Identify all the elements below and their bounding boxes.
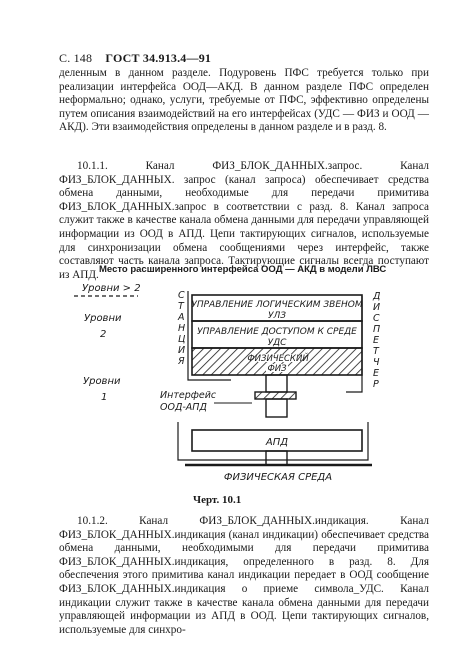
interface-plate xyxy=(255,392,296,399)
svg-text:Е: Е xyxy=(373,368,380,379)
box-phy-label: ФИЗИЧЕСКИЙ xyxy=(247,354,309,364)
box-mac-label: УПРАВЛЕНИЕ ДОСТУПОМ К СРЕДЕ xyxy=(197,327,357,337)
label-level-2: 2 xyxy=(100,329,107,340)
svg-text:П: П xyxy=(373,324,381,335)
paragraph-1-text: деленным в данном разделе. Подуровень ПФС требуется только при реализации интерфейса ООД—АКД. В данном разделе ПФС определен неформально; однако, услуги, требуемые от ПФС, эффективно определены путем описания взаимодействий на его интерфейсах (УДС — ФИЗ и ООД — АКД). Эти взаимодействия определены в данном разделе и в разд. 8. xyxy=(59,67,429,134)
svg-text:Т: Т xyxy=(178,301,184,312)
paragraph-2-text: 10.1.1. Канал ФИЗ_БЛОК_ДАННЫХ.запрос. Канал ФИЗ_БЛОК_ДАННЫХ. запрос (канал запроса) обеспечивает средства обмена данными, необходимые для передачи примитива ФИЗ_БЛОК_ДАННЫХ.запрос в соответствии с разд. 8. Канал запроса служит также в качестве канала обмена данными для передачи управляющей информации из ООД в АПД. Цепи тактирующих сигналов, используемые для синхронизации обмена сообщениями через интерфейс, также составляют часть канала запроса. Тактирующие сигналы всегда поступают из АПД. xyxy=(59,160,429,281)
label-interface-dte-dce: ООД-АПД xyxy=(160,402,207,413)
paragraph-3-text: 10.1.2. Канал ФИЗ_БЛОК_ДАННЫХ.индикация. Канал ФИЗ_БЛОК_ДАННЫХ.индикация (канал индикации) обеспечивает средства обмена данными, необходимыми для передачи примитива ФИЗ_БЛОК_ДАННЫХ.индикация, определенного в разд. 8. Для обеспечения этого примитива канал индикации передает в ООД сообщение ФИЗ_БЛОК_ДАННЫХ.индикация о приеме символа_УДС. Канал индикации служит также в качестве канала обмена данными для передачи управляющей информации из АПД в ООД. Цепи тактирующих сигналов, используемые для синхро- xyxy=(59,515,429,636)
page-header xyxy=(59,51,211,66)
medium-label: ФИЗИЧЕСКАЯ СРЕДА xyxy=(223,472,333,483)
page-number: С. 148 xyxy=(59,51,93,65)
label-level-1: 1 xyxy=(101,392,108,403)
box-phy-abbr: ФИЗ xyxy=(267,364,287,374)
dispatcher-letters xyxy=(372,291,380,390)
svg-text:Д: Д xyxy=(373,291,381,302)
label-levels-lower: Уровни xyxy=(83,376,121,387)
paragraph-intro xyxy=(59,67,429,135)
svg-text:С: С xyxy=(373,313,380,324)
svg-text:Р: Р xyxy=(373,379,379,390)
label-levels: Уровни xyxy=(84,313,122,324)
svg-text:Т: Т xyxy=(373,346,379,357)
connector-medium xyxy=(266,451,287,465)
box-mac-abbr: УДС xyxy=(267,338,287,348)
svg-text:Я: Я xyxy=(178,356,185,367)
standard-code: ГОСТ 34.913.4—91 xyxy=(105,51,212,65)
svg-text:Ч: Ч xyxy=(373,357,380,368)
svg-text:Н: Н xyxy=(178,323,186,334)
figure-caption: Черт. 10.1 xyxy=(193,494,242,506)
label-levels-gt2: Уровни > 2 xyxy=(82,283,141,294)
label-interface: Интерфейс xyxy=(160,390,217,401)
svg-text:И: И xyxy=(373,302,381,313)
station-letters xyxy=(177,290,186,367)
box-llc-abbr: УЛЗ xyxy=(267,311,287,321)
dispatcher-bracket xyxy=(346,296,362,392)
svg-text:С: С xyxy=(178,290,185,301)
figure-lan-model xyxy=(0,278,466,494)
box-llc-label: УПРАВЛЕНИЕ ЛОГИЧЕСКИМ ЗВЕНОМ xyxy=(191,300,363,310)
connector-upper xyxy=(266,375,287,392)
svg-text:А: А xyxy=(178,312,185,323)
svg-text:И: И xyxy=(178,345,186,356)
svg-text:Е: Е xyxy=(373,335,380,346)
paragraph-10-1-2 xyxy=(59,515,429,637)
figure-title: Место расширенного интерфейса ООД — АКД в модели ЛВС xyxy=(99,264,387,275)
connector-lower xyxy=(266,399,287,417)
box-apd-label: АПД xyxy=(265,437,289,448)
svg-text:Ц: Ц xyxy=(178,334,186,345)
